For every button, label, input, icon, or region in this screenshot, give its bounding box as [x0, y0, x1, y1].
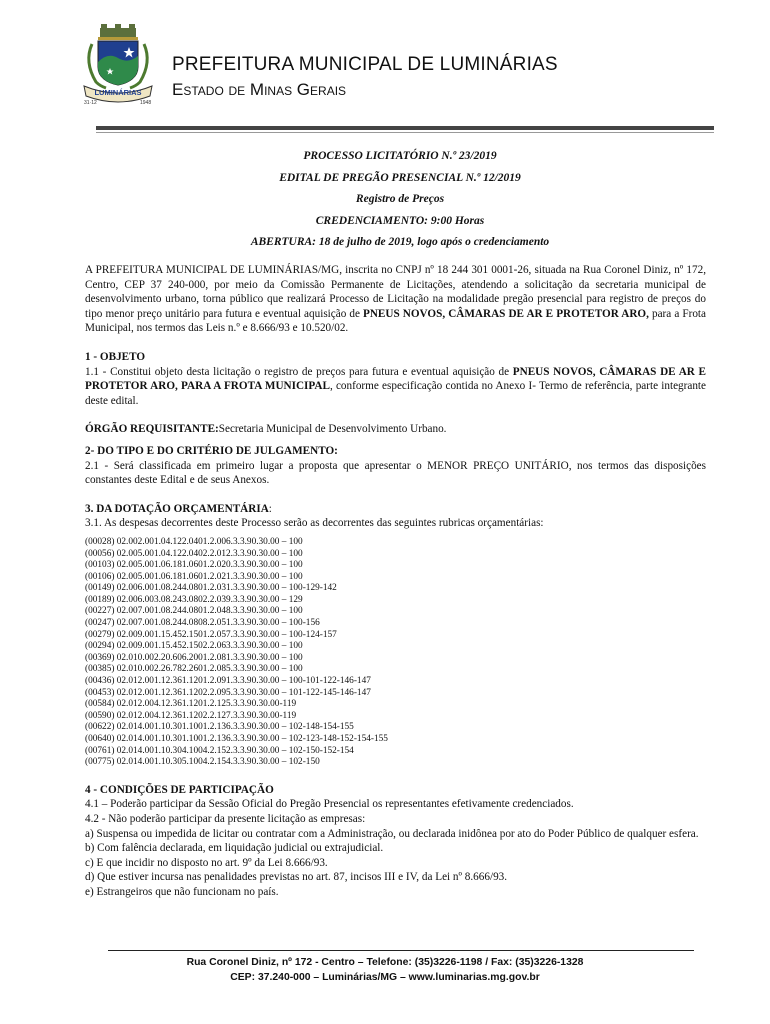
intro-text: A PREFEITURA MUNICIPAL DE LUMINÁRIAS/MG, inscrita no CNPJ nº 18 244 301 0001-26, situada na Rua Coronel Diniz, nº 172, Centro, CEP 37 240-000, por meio da Comissão Permanente de Licitações, atendendo a solicitação da secretaria municipal de desenvolvimento urbano, torna público que realizará Processo de Licitação na modalidade pregão presencial para registro de preços do tipo menor preço unitário para futura e eventual aquisição de — [85, 264, 706, 320]
registration-type: Registro de Preços — [355, 193, 445, 205]
budget-code: (00385) 02.010.002.26.782.2601.2.085.3.3.90.30.00 – 100 — [85, 664, 303, 675]
document-body — [85, 263, 706, 900]
header-divider-thin — [96, 132, 714, 133]
budget-code: (00622) 02.014.001.10.301.1001.2.136.3.3.90.30.00 – 102-148-154-155 — [85, 722, 354, 733]
section-3-heading-line — [85, 502, 706, 517]
requesting-body — [85, 422, 706, 437]
section-1-text — [85, 365, 706, 409]
section-4-item: e) Estrangeiros que não funcionam no país. — [85, 885, 279, 898]
footer-address: Rua Coronel Diniz, nº 172 - Centro – Telefone: (35)3226-1198 / Fax: (35)3226-1328 — [186, 957, 584, 968]
section-4-item: c) E que incidir no disposto no art. 9º da Lei 8.666/93. — [85, 856, 328, 869]
edital-number: EDITAL DE PREGÃO PRESENCIAL N.º 12/2019 — [279, 171, 521, 184]
section-4-item: 4.1 – Poderão participar da Sessão Oficial do Pregão Presencial os representantes efetivamente credenciados. — [85, 798, 574, 811]
process-number: PROCESSO LICITATÓRIO N.º 23/2019 — [303, 150, 497, 162]
budget-codes-list — [85, 537, 706, 769]
budget-code: (00640) 02.014.001.10.301.1001.2.136.3.3.90.30.00 – 102-123-148-152-154-155 — [85, 734, 388, 744]
footer-contact: CEP: 37.240-000 – Luminárias/MG – www.luminarias.mg.gov.br — [230, 972, 540, 983]
budget-code: (00584) 02.012.004.12.361.1201.2.125.3.3.90.30.00-119 — [85, 699, 297, 710]
letterhead — [70, 24, 710, 114]
crest-banner-text: LUMINÁRIAS — [94, 88, 142, 97]
state-name: Estado de Minas Gerais — [172, 80, 347, 99]
budget-code: (00103) 02.005.001.06.181.0601.2.020.3.3.90.30.00 – 100 — [85, 560, 303, 571]
budget-code: (00369) 02.010.002.20.606.2001.2.081.3.3.90.30.00 – 100 — [85, 652, 303, 663]
municipal-crest — [70, 24, 166, 108]
requesting-body-label: ÓRGÃO REQUISITANTE: — [85, 423, 219, 436]
section-1-text-end: , conforme especificação contida no Anexo I- Termo de referência, parte integrante deste edital. — [85, 380, 706, 407]
section-3-colon: : — [268, 502, 272, 515]
budget-code: (00028) 02.002.001.04.122.0401.2.006.3.3.90.30.00 – 100 — [85, 536, 303, 547]
budget-code: (00279) 02.009.001.15.452.1501.2.057.3.3.90.30.00 – 100-124-157 — [85, 629, 337, 640]
budget-code: (00227) 02.007.001.08.244.0801.2.048.3.3.90.30.00 – 100 — [85, 606, 303, 617]
section-4-item: b) Com falência declarada, em liquidação judicial ou extrajudicial. — [85, 842, 384, 855]
budget-code: (00294) 02.009.001.15.452.1502.2.063.3.3.90.30.00 – 100 — [85, 641, 303, 652]
section-1-text-start: 1.1 - Constitui objeto desta licitação o registro de preços para futura e eventual aquisição de — [85, 365, 513, 378]
budget-code: (00436) 02.012.001.12.361.1201.2.091.3.3.90.30.00 – 100-101-122-146-147 — [85, 676, 371, 687]
footer — [85, 955, 685, 985]
section-4-item: d) Que estiver incursa nas penalidades previstas no art. 87, incisos III e IV, da Lei nº 8.666/93. — [85, 871, 508, 884]
budget-code: (00106) 02.005.001.06.181.0601.2.021.3.3.90.30.00 – 100 — [85, 571, 303, 582]
budget-code: (00775) 02.014.001.10.305.1004.2.154.3.3.90.30.00 – 102-150 — [85, 757, 320, 768]
crest-left-date: 31·12 — [84, 100, 97, 106]
footer-divider — [108, 950, 694, 951]
budget-code: (00590) 02.012.004.12.361.1202.2.127.3.3.90.30.00-119 — [85, 710, 297, 721]
section-4-item: a) Suspensa ou impedida de licitar ou contratar com a Administração, ou declarada inidônea por ato do Poder Público de qualquer esfera. — [85, 827, 699, 840]
budget-code: (00056) 02.005.001.04.122.0402.2.012.3.3.90.30.00 – 100 — [85, 548, 303, 559]
intro-object-bold: PNEUS NOVOS, CÂMARAS DE AR E PROTETOR ARO, — [363, 307, 649, 320]
section-4-heading: 4 - CONDIÇÕES DE PARTICIPAÇÃO — [85, 783, 274, 796]
section-1-object-bold: PNEUS NOVOS, CÂMARAS DE AR E PROTETOR ARO, PARA A FROTA MUNICIPAL — [85, 365, 707, 393]
budget-code: (00247) 02.007.001.08.244.0808.2.051.3.3.90.30.00 – 100-156 — [85, 618, 320, 629]
requesting-body-value: Secretaria Municipal de Desenvolvimento Urbano. — [218, 423, 447, 436]
section-2-heading: 2- DO TIPO E DO CRITÉRIO DE JULGAMENTO: — [85, 444, 338, 457]
header-divider — [96, 126, 714, 130]
intro-paragraph — [85, 263, 706, 336]
document-titles — [85, 146, 715, 254]
intro-text-end: para a Frota Municipal, nos termos das Leis n.º e 8.666/93 e 10.520/02. — [85, 307, 706, 335]
section-4-item: 4.2 - Não poderão participar da presente licitação as empresas: — [85, 812, 366, 825]
section-3-text: 3.1. As despesas decorrentes deste Processo serão as decorrentes das seguintes rubricas orçamentárias: — [85, 517, 544, 530]
opening-date: ABERTURA: 18 de julho de 2019, logo após o credenciamento — [250, 236, 550, 248]
crest-right-date: 1948 — [140, 100, 152, 106]
accreditation-time: CREDENCIAMENTO: 9:00 Horas — [315, 214, 485, 227]
section-1-heading: 1 - OBJETO — [85, 350, 146, 363]
section-3-heading: 3. DA DOTAÇÃO ORÇAMENTÁRIA — [85, 502, 269, 515]
section-2-text: 2.1 - Será classificada em primeiro lugar a proposta que apresentar o MENOR PREÇO UNITÁRIO, nos termos das disposições constantes deste Edital e de seus Anexos. — [85, 459, 706, 487]
budget-code: (00453) 02.012.001.12.361.1202.2.095.3.3.90.30.00 – 101-122-145-146-147 — [85, 687, 371, 698]
budget-code: (00149) 02.006.001.08.244.0801.2.031.3.3.90.30.00 – 100-129-142 — [85, 583, 337, 594]
budget-code: (00189) 02.006.003.08.243.0802.2.039.3.3.90.30.00 – 129 — [85, 594, 303, 605]
budget-code: (00761) 02.014.001.10.304.1004.2.152.3.3.90.30.00 – 102-150-152-154 — [85, 745, 354, 756]
municipality-name: PREFEITURA MUNICIPAL DE LUMINÁRIAS — [172, 54, 558, 75]
